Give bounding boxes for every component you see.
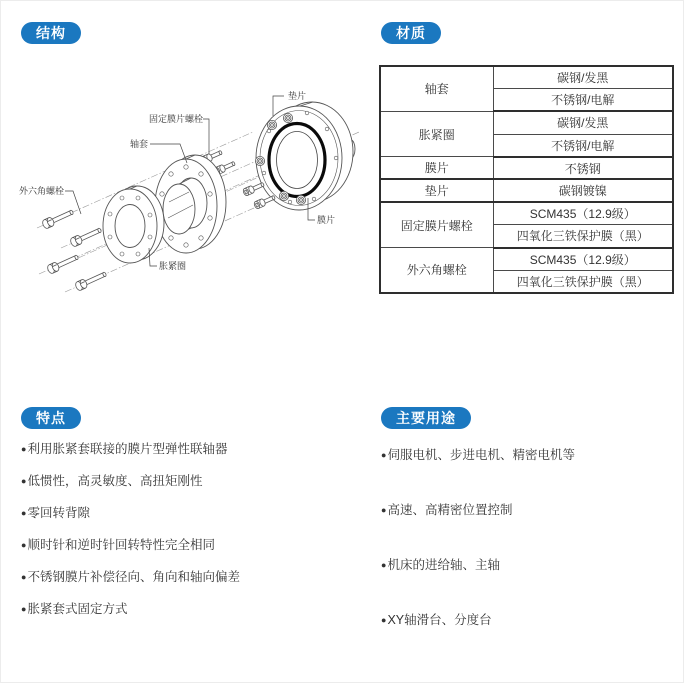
features-badge: 特点 [21, 407, 81, 429]
material-badge: 材质 [381, 22, 441, 44]
bullet-icon: ● [21, 572, 27, 582]
application-text: 高速、高精密位置控制 [387, 503, 513, 517]
feature-text: 顺时针和逆时针回转特性完全相同 [27, 538, 215, 552]
features-list [21, 439, 240, 631]
feature-item [21, 535, 240, 552]
feature-text: 利用胀紧套联接的膜片型弹性联轴器 [27, 442, 228, 456]
sleeve-flange [155, 155, 226, 253]
bullet-icon: ● [21, 444, 27, 454]
table-row [380, 111, 673, 134]
table-row [380, 66, 673, 89]
feature-item [21, 439, 240, 456]
value-cell: 碳钢/发黑 [493, 66, 673, 89]
application-item [381, 500, 575, 517]
coupling-exploded-diagram [1, 76, 371, 311]
value-cell: 四氧化三铁保护膜（黑） [493, 270, 673, 293]
applications-badge: 主要用途 [381, 407, 471, 429]
value-cell: 四氧化三铁保护膜（黑） [493, 225, 673, 248]
table-row [380, 248, 673, 271]
value-cell: 碳钢/发黑 [493, 111, 673, 134]
application-item [381, 445, 575, 462]
application-text: XY轴滑台、分度台 [387, 613, 492, 627]
bullet-icon: ● [21, 604, 27, 614]
part-cell: 膜片 [380, 157, 493, 180]
application-text: 机床的进给轴、主轴 [387, 558, 500, 572]
table-row [380, 157, 673, 180]
diagram-label-diaphragm: 膜片 [317, 215, 336, 225]
hub-assembly [255, 102, 355, 210]
bullet-icon: ● [381, 450, 387, 460]
bullet-icon: ● [21, 508, 27, 518]
applications-list [381, 445, 575, 665]
application-item [381, 610, 575, 627]
value-cell: SCM435（12.9级） [493, 248, 673, 271]
table-row [380, 179, 673, 202]
feature-item [21, 503, 240, 520]
feature-item [21, 471, 240, 488]
hex-bolts [41, 208, 107, 292]
feature-text: 胀紧套式固定方式 [27, 602, 128, 616]
part-cell: 胀紧圈 [380, 111, 493, 156]
value-cell: 不锈钢/电解 [493, 89, 673, 112]
feature-text: 低惯性，高灵敏度、高扭矩刚性 [27, 474, 203, 488]
part-cell: 固定膜片螺栓 [380, 202, 493, 247]
bullet-icon: ● [381, 615, 387, 625]
feature-item [21, 567, 240, 584]
part-cell: 轴套 [380, 66, 493, 111]
part-cell: 外六角螺栓 [380, 248, 493, 293]
diagram-label-gasket: 垫片 [288, 91, 307, 101]
clamp-ring [103, 186, 164, 263]
structure-badge: 结构 [21, 22, 81, 44]
application-text: 伺服电机、步进电机、精密电机等 [387, 448, 575, 462]
material-table [379, 65, 674, 294]
part-cell: 垫片 [380, 179, 493, 202]
feature-text: 不锈钢膜片补偿径向、角向和轴向偏差 [27, 570, 240, 584]
bullet-icon: ● [381, 505, 387, 515]
value-cell: 不锈钢/电解 [493, 134, 673, 157]
bullet-icon: ● [381, 560, 387, 570]
value-cell: SCM435（12.9级） [493, 202, 673, 225]
diagram-label-sleeve: 轴套 [130, 139, 149, 149]
feature-item [21, 599, 240, 616]
bullet-icon: ● [21, 540, 27, 550]
diagram-label-clamp-ring: 胀紧圈 [159, 261, 187, 271]
feature-text: 零回转背隙 [27, 506, 90, 520]
value-cell: 不锈钢 [493, 157, 673, 180]
table-row [380, 202, 673, 225]
application-item [381, 555, 575, 572]
bullet-icon: ● [21, 476, 27, 486]
diagram-label-diaphragm-bolt: 固定膜片螺栓 [149, 114, 204, 124]
diagram-label-hex-bolt: 外六角螺栓 [19, 186, 65, 196]
value-cell: 碳钢镀镍 [493, 179, 673, 202]
